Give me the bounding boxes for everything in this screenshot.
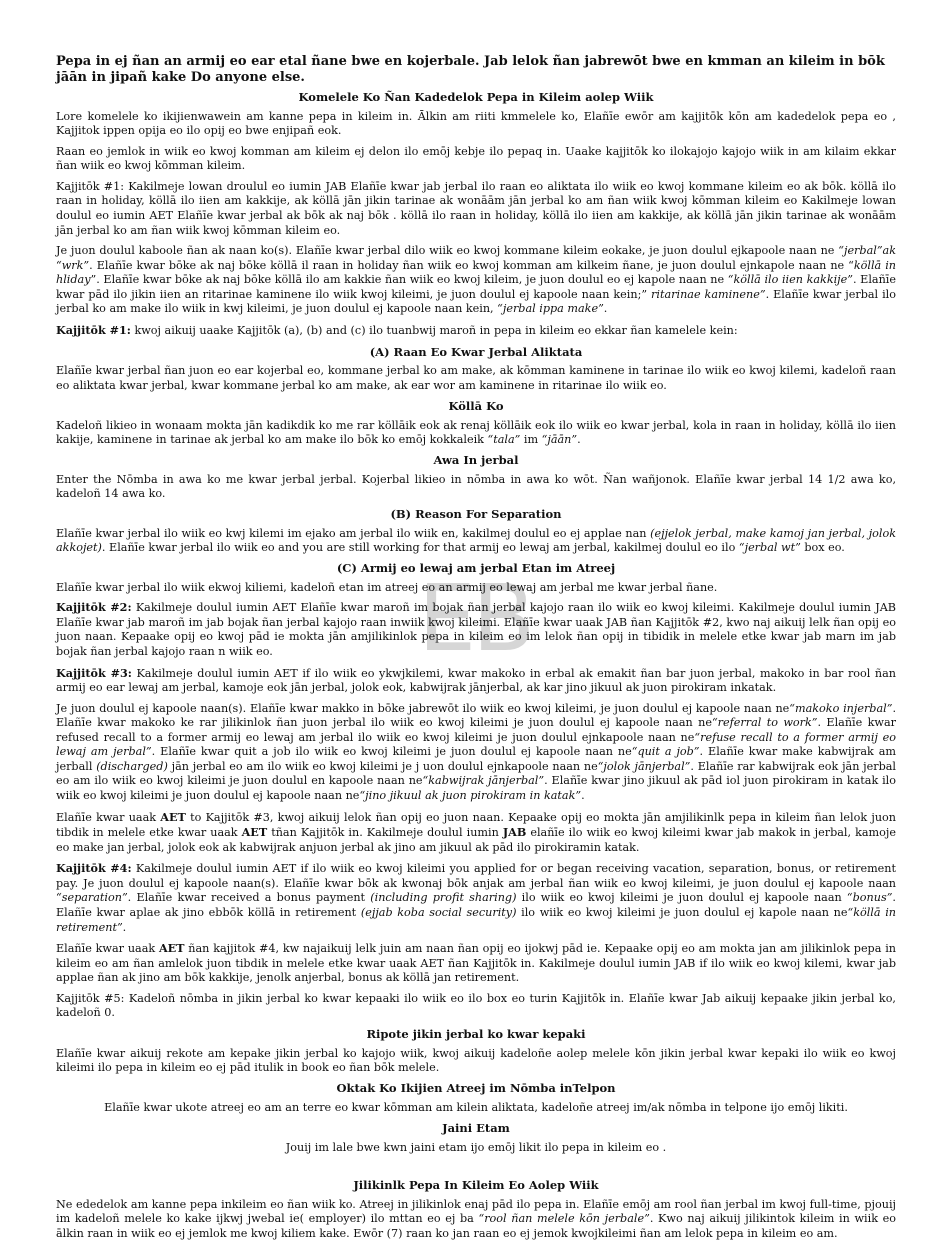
section-c-title: (C) Armij eo lewaj am jerbal Etan im Atreej (336, 560, 616, 575)
page-heading: Pepa in ej ñan an armij eo ear etal ñane bwe en kojerbale. Jab lelok ñan jabrewōt bwe en kmman an kileim in bōk jāān in jipañ kake Do anyone else. (56, 54, 885, 85)
question-4-paragraph: Kajjitōk #4: Kakilmeje doulul iumin AET if ilo wiik eo kwoj kileimi you applied for or began receiving vacation, separation, bonus, or retirement pay. Je juon doulul ej kapoole naan(s). Elañīe kwar bōk ak kwonaj bōk anjak am jerbal ñan wiik eo kwoj kileimi, je juon doulul ej kapoole naan “separation”. Elañīe kwar received a bonus payment (including profit sharing) ilo wiik eo kwoj kileimi je juon doulul ej kapoole naan “bonus”. Elañīe kwar aplae ak jino ebbōk köllā in retirement (ejjab koba social security) ilo wiik eo kwoj kileimi je juon doulul ej kapole naan ne“köllā in retirement”. (56, 861, 896, 934)
awa-title: Awa In jerbal (433, 452, 519, 467)
oktak-title: Oktak Ko Ikijien Atreej im Nōmba inTelpon (336, 1080, 616, 1095)
watermark: EB (418, 565, 532, 672)
question-3-yes-paragraph: Elañīe kwar uaak AET to Kajjitōk #3, kwoj aikuij lelok ñan opij eo juon naan. Kepaake opij eo mokta jān amjilikinlk pepa in kileim ñan lelok juon tibdik in melele etke kwar uaak AET tñan Kajjitōk in. Kakilmeje doulul iumin JAB elañīe ilo wiik eo kwoj kileimi kwar jab makok in jerbal, kamoje eo make jan jerbal, jolok eok ak kabwijrak anjuon jerbal ak jino am jikuul ak pād ilo pirokiramin katak. (56, 809, 896, 854)
oktak-text: Elañīe kwar ukote atreej eo am an terre eo kwar kōmman am kilein aliktata, kadeloñe atreej im/ak nōmba in telpone ijo emōj likiti. (104, 1100, 848, 1114)
ripote-text: Elañīe kwar aikuij rekote am kepake jikin jerbal ko kajojo wiik, kwoj aikuij kadeloñe aolep melele kōn jikin jerbal kwar kepaki ilo wiik eo kwoj kileimi ilo pepa in kileim eo ej pād itulik in book eo ñan bōk melele. (56, 1046, 896, 1075)
section-a-text: Elañīe kwar jerbal ñan juon eo ear kojerbal eo, kommane jerbal ko am make, ak kōmman kaminene in tarinae ilo wiik eo kwoj kilemi, kadeloñ raan eo aliktata kwar jerbal, kwar kommane jerbal ko am make, ak ear wor am kaminene in ritarinae ilo wiik eo. (56, 364, 896, 393)
section-b-text: Elañīe kwar jerbal ilo wiik eo kwj kilemi im ejako am jerbal ilo wiik en, kakilmej doulul eo ej applae nan (ejjelok jerbal, make kamoj jan jerbal, jolok akkojet). Elañīe kwar jerbal ilo wiik eo and you are still working for that armij eo lewaj am jerbal, kakilmej doulul eo ilo “jerbal wt” box eo. (56, 526, 896, 555)
jilik-title: Jilikinlk Pepa In Kileim Eo Aolep Wiik (353, 1177, 599, 1192)
kolla-text: Kadeloñ likieo in wonaam mokta jān kadikdik ko me rar köllāik eok ak renaj köllāik eok ilo wiik eo kwar jerbal, kola in raan in holiday, köllā ilo iien kakije, kaminene in tarinae ak jerbal ko am make ilo bōk ko emōj kokkaleik “tala” im “jāān”. (56, 418, 896, 447)
intro-paragraph-2: Raan eo jemlok in wiik eo kwoj komman am kileim ej delon ilo emōj kebje ilo pepaq in. Uaake kajjitōk ko ilokajojo kajojo wiik in am kilaim ekkar ñan wiik eo kwoj kōmman kileim. (56, 144, 896, 173)
section-a-title: (A) Raan Eo Kwar Jerbal Aliktata (369, 344, 583, 359)
jaini-text: Jouij im lale bwe kwn jaini etam ijo emōj likit ilo pepa in kileim eo . (285, 1141, 667, 1155)
question-1-answer-paragraph: Kajjitōk #1: kwoj aikuij uaake Kajjitōk (a), (b) and (c) ilo tuanbwij maroñ in pepa in kileim eo ekkar ñan kamelele kein: (56, 322, 738, 337)
question-1-boxes-paragraph: Je juon doulul kaboole ñan ak naan ko(s). Elañīe kwar jerbal dilo wiik eo kwoj kommane kileim eokake, je juon doulul ejkapoole naan ne “jerbal”ak “wrk”. Elañīe kwar bōke ak naj bōke köllā il raan in holiday ñan wiik eo kwoj komman am kilkeim ñane, je juon doulul ejnkapole naan ne “köllā in hliday”. Elañīe kwar bōke ak naj bōke köllā ilo am kakkie ñan wiik eo kwoj kileim, je juon doulul eo ej kapole naan ne “köllā ilo iien kakkije”. Elañīe kwar pād ilo jikin iien an ritarinae kaminene ilo wiik kwoj kileimi, je juon doulul ej kapoole naan kein;” ritarinae kaminene”. Elañīe kwar jerbal ilo jerbal ko am make ilo wiik in kwj kileimi, je juon doulul ej kapoole naan kein, “jerbal ippa make”. (56, 244, 897, 316)
jilik-text: Ne ededelok am kanne pepa inkileim eo ñan wiik ko. Atreej in jilikinlok enaj pād ilo pepa in. Elañīe emōj am rool ñan jerbal im kwoj full-time, pjouij im kadeloñ melele ko kake ijkwj jwebal ie( employer) ilo mttan eo ej ba “rool ñan melele kōn jerbale”. Kwo naj aikuij jilikintok kileim in wiik eo ālkin raan in wiik eo ej jemlok me kwoj kiliem kake. Ewōr (7) raan ko jan raan eo ej jemok kwojkileimi ñan am lelok pepa in kileim eo am. (56, 1197, 896, 1241)
jaini-title: Jaini Etam (442, 1121, 510, 1136)
document-page (56, 54, 896, 1247)
question-3-boxes-paragraph: Je juon doulul ej kapoole naan(s). Elañīe kwar makko in bōke jabrewōt ilo wiik eo kwoj kileimi, je juon doulul ej kapoole naan ne“makoko injerbal”. Elañīe kwar makoko ke rar jilikinlok ñan juon jerbal ilo wiik eo kwoj kileimi je juon doulul ej kapoole naan ne“referral to work”. Elañīe kwar refused recall to a former armij eo lewaj am jerbal ilo wiik eo kwoj kileimi je juon doulul ejnkapoole naan ne“refuse recall to a former armij eo lewaj am jerbal”. Elañīe kwar quit a job ilo wiik eo kwoj kileimi je juon doulul ej kapoole naan ne“quit a job”. Elañīe kwar make kabwijrak am jerball (discharged) jān jerbal eo am ilo wiik eo kwoj kileimi je j uon doulul ejnkapoole naan ne“jolok jānjerbal”. Elañīe rar kabwijrak eok jān jerbal eo am ilo wiik eo kwoj kileimi je juon doulul en kapoole naan ne“kabwijrak jānjerbal”. Elañīe kwar jino jikuul ak pād iol juon pirokiram in katak ilo wiik eo kwoj kileimi je juon doulul ej kapoole naan ne“jino jikuul ak juon pirokiram in katak”. (56, 701, 897, 803)
question-1-paragraph: Kajjitōk #1: Kakilmeje lowan droulul eo iumin JAB Elañīe kwar jab jerbal ilo raan eo aliktata ilo wiik eo kwoj kommane kileim eo ak bōk. köllā ilo raan in holiday, köllā ilo iien am kakkije, ak köllā jān jikin tarinae ak wonāām jān jerbal ko am ñan wiik kwoj kōmman kileim eo Kakilmeje lowan doulul eo iumin AET Elañīe kwar jerbal ak bōk ak naj bōk . köllā ilo raan in holiday, köllā ilo iien am kakkije, ak köllā jān jikin tarinae ak wonāām jān jerbal ko am ñan wiik kwoj kōmman kileim eo. (56, 179, 896, 237)
ripote-title: Ripote jikin jerbal ko kwar kepaki (366, 1026, 586, 1041)
intro-paragraph-1: Lore komelele ko ikijienwawein am kanne pepa in kileim in. Ālkin am riiti kmmelele ko, Elañīe ewōr am kajjitōk kōn am kadedelok pepa eo , Kajjitok ippen opija eo ilo opij eo bwe enjipañ eok. (56, 109, 896, 138)
awa-text: Enter the Nōmba in awa ko me kwar jerbal jerbal. Kojerbal likieo in nōmba in awa ko wōt. Ñan wañjonok. Elañīe kwar jerbal 14 1/2 awa ko, kadeloñ 14 awa ko. (56, 472, 896, 501)
question-2-paragraph: Kajjitōk #2: Kakilmeje doulul iumin AET Elañīe kwar maroñ im bojak ñan jerbal kajojo raan ilo wiik eo kwoj kileimi. Kakilmeje doulul iumin JAB Elañīe kwar jab maroñ im jab bojak ñan jerbal kajojo raan inwiik kwoj kileimi. Elañīe kwar uaak JAB ñan Kajjitōk #2, kwo naj aikuij lelk ñan opij eo juon naan. Kepaake opij eo kwoj pād ie mokta jān amjilikinlok pepa in kileim eo im lelok ñan opij in tibidik in melele etke kwar jab marn im jab bojak ñan jerbal kajojo raan n wiik eo. (56, 600, 896, 658)
section-b-title: (B) Reason For Separation (390, 506, 562, 521)
kolla-title: Köllā Ko (448, 398, 504, 413)
question-5-paragraph: Kajjitōk #5: Kadeloñ nōmba in jikin jerbal ko kwar kepaaki ilo wiik eo ilo box eo turin Kajjitōk in. Elañīe kwar Jab aikuij kepaake jikin jerbal ko, kadeloñ 0. (56, 991, 896, 1020)
question-3-paragraph: Kajjitōk #3: Kakilmeje doulul iumin AET if ilo wiik eo ykwjkilemi, kwar makoko in erbal ak emakit ñan bar juon jerbal, makoko in bar rool ñan armij eo ear lewaj am jerbal, kamoje eok jān jerbal, jolok eok, kabwijrak jānjerbal, ak kar jino jikuul ak juon pirokiram inkatak. (56, 665, 896, 695)
instructions-title: Komelele Ko Ñan Kadedelok Pepa in Kileim aolep Wiik (298, 89, 654, 104)
section-c-text: Elañīe kwar jerbal ilo wiik ekwoj kiliemi, kadeloñ etan im atreej eo an armij eo lewaj am jerbal me kwar jerbal ñane. (56, 580, 718, 594)
question-4-yes-paragraph: Elañīe kwar uaak AET ñan kajjitok #4, kw najaikuij lelk juin am naan ñan opij eo ijokwj pād ie. Kepaake opij eo am mokta jan am jilikinlok pepa in kileim eo am ñan amlelok juon tibdik in melele etke kwar uaak AET ñan Kajjitōk in. Kakilmeje doulul iumin JAB if ilo wiik eo kwoj kilemi, kwar jab applae ñan ak jino am bōk kakkije, jenolk anjerbal, bonus ak köllā jan retirement. (56, 941, 896, 985)
